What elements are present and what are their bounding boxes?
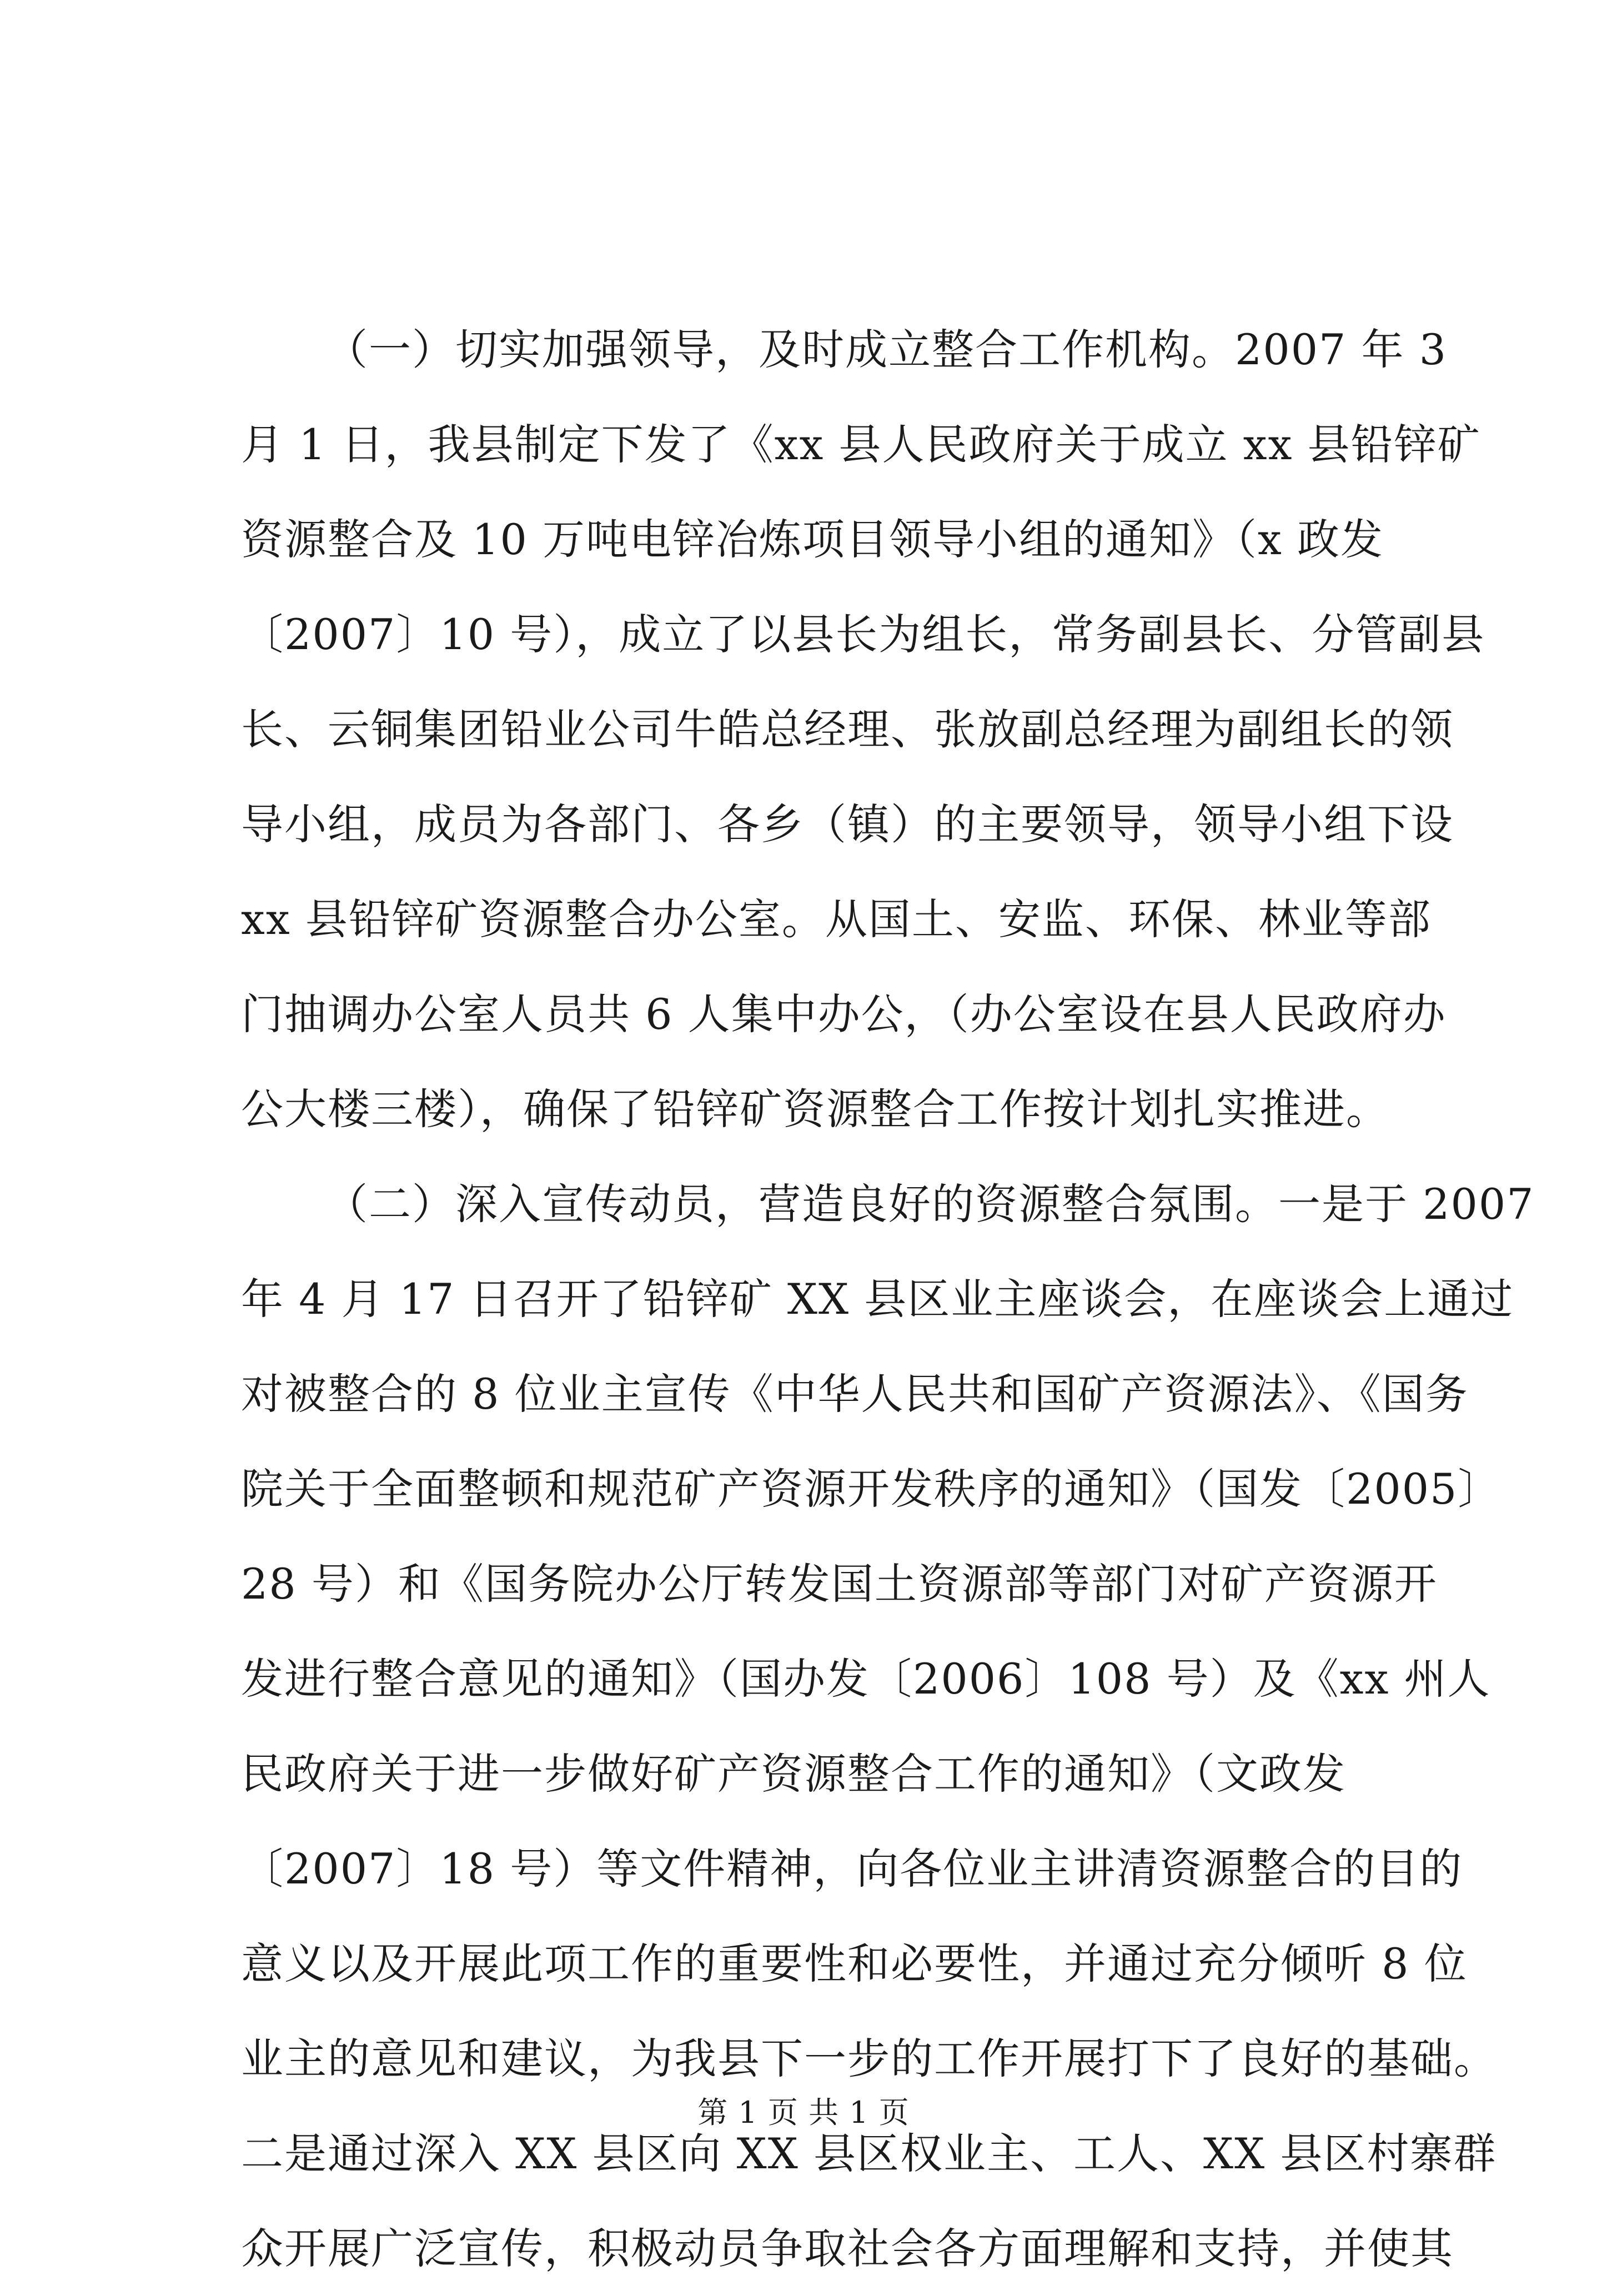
- page-number-footer: 第 1 页 共 1 页: [697, 2095, 910, 2130]
- paragraph-2-line: 对被整合的 8 位业主宣传《中华人民共和国矿产资源法》、《国务: [241, 1369, 1469, 1419]
- paragraph-1-line: 门抽调办公室人员共 6 人集中办公，（办公室设在县人民政府办: [241, 989, 1447, 1039]
- paragraph-2-line: 意义以及开展此项工作的重要性和必要性，并通过充分倾听 8 位: [241, 1939, 1468, 1988]
- paragraph-2-line: 二是通过深入 XX 县区向 XX 县区权业主、工人、XX 县区村寨群: [241, 2129, 1497, 2178]
- body-text: [241, 302, 1535, 2296]
- paragraph-1-line: 导小组，成员为各部门、各乡（镇）的主要领导，领导小组下设: [241, 800, 1454, 849]
- paragraph-2-line: 28 号）和《国务院办公厅转发国土资源部等部门对矿产资源开: [241, 1559, 1438, 1609]
- paragraph-2-line: 民政府关于进一步做好矿产资源整合工作的通知》（文政发: [241, 1749, 1346, 1798]
- paragraph-2-line: 〔2007〕18 号）等文件精神，向各位业主讲清资源整合的目的: [241, 1844, 1463, 1893]
- paragraph-2-line: （二）深入宣传动员，营造良好的资源整合氛围。一是于 2007: [325, 1179, 1535, 1229]
- paragraph-1-line: 〔2007〕10 号），成立了以县长为组长，常务副县长、分管副县: [241, 610, 1485, 659]
- paragraph-2-line: 年 4 月 17 日召开了铅锌矿 XX 县区业主座谈会，在座谈会上通过: [241, 1274, 1514, 1324]
- paragraph-1-line: xx 县铅锌矿资源整合办公室。从国土、安监、环保、林业等部: [241, 895, 1432, 944]
- paragraph-2-line: 众开展广泛宣传，积极动员争取社会各方面理解和支持，并使其: [241, 2224, 1454, 2273]
- paragraph-1-line: 长、云铜集团铅业公司牛皓总经理、张放副总经理为副组长的领: [241, 705, 1454, 754]
- paragraph-1-line: 公大楼三楼），确保了铅锌矿资源整合工作按计划扎实推进。: [241, 1084, 1389, 1134]
- paragraph-1-line: （一）切实加强领导，及时成立整合工作机构。2007 年 3: [325, 325, 1448, 374]
- paragraph-2-line: 发进行整合意见的通知》（国办发〔2006〕108 号）及《xx 州人: [241, 1654, 1491, 1704]
- paragraph-2-line: 业主的意见和建议，为我县下一步的工作开展打下了良好的基础。: [241, 2034, 1497, 2083]
- paragraph-1-line: 资源整合及 10 万吨电锌冶炼项目领导小组的通知》（x 政发: [241, 515, 1384, 564]
- paragraph-2-line: 院关于全面整顿和规范矿产资源开发秩序的通知》（国发〔2005〕: [241, 1464, 1501, 1514]
- paragraph-1-line: 月 1 日，我县制定下发了《xx 县人民政府关于成立 xx 县铅锌矿: [241, 420, 1481, 469]
